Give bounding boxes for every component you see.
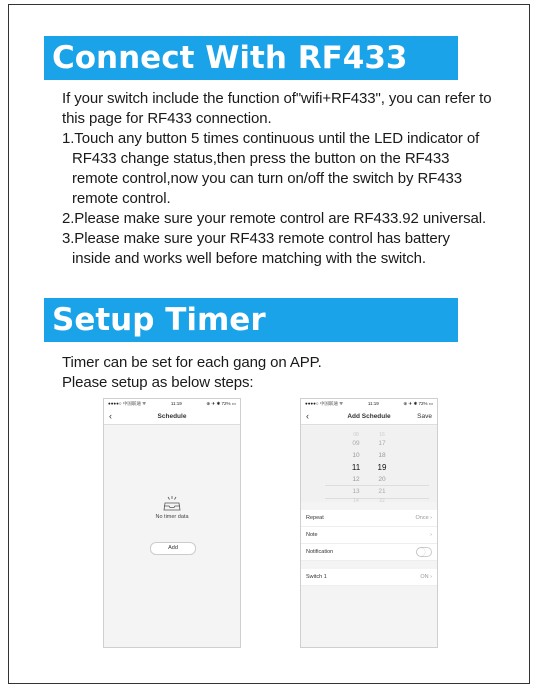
repeat-value: Once › [415, 515, 432, 521]
status-battery: ⊕ ✈ ✱ 72% ▭ [206, 400, 236, 406]
minute-selected: 19 [377, 463, 387, 472]
hour-option: 08 [353, 432, 359, 438]
nav-bar [301, 408, 437, 425]
empty-state [104, 496, 240, 520]
hour-option: 14 [353, 498, 359, 504]
back-chevron-icon[interactable]: ‹ [109, 411, 112, 421]
repeat-label: Repeat [306, 515, 324, 521]
status-time: 11:19 [170, 401, 182, 406]
switch-value: ON › [420, 574, 432, 580]
screen-title: Schedule [157, 412, 187, 420]
status-battery: ⊕ ✈ ✱ 72% ▭ [403, 400, 433, 406]
carrier-signal: ●●●●○ 中国联通 ᯤ [305, 400, 344, 406]
hour-wheel[interactable] [346, 432, 366, 504]
note-row[interactable] [301, 527, 437, 544]
screen-title: Add Schedule [347, 412, 391, 420]
timer-line-2: Please setup as below steps: [62, 374, 254, 391]
timer-line-1: Timer can be set for each gang on APP. [62, 354, 322, 371]
minute-option: 20 [378, 476, 386, 483]
notification-toggle[interactable] [416, 547, 432, 557]
add-schedule-screenshot [300, 398, 438, 648]
rf433-instructions [62, 89, 492, 269]
switch-row[interactable] [301, 569, 437, 586]
schedule-options [301, 510, 437, 561]
empty-inbox-icon [162, 496, 182, 512]
minute-wheel[interactable] [372, 432, 392, 504]
status-bar [104, 399, 240, 408]
no-timer-text: No timer data [155, 514, 189, 520]
minute-option: 21 [378, 488, 386, 495]
carrier-signal: ●●●●○ 中国联通 ᯤ [108, 400, 147, 406]
minute-option: 17 [378, 440, 386, 447]
hour-option: 13 [352, 488, 360, 495]
save-button[interactable]: Save [417, 412, 432, 420]
add-button[interactable]: Add [150, 542, 196, 555]
repeat-row[interactable] [301, 510, 437, 527]
hour-option: 10 [352, 452, 360, 459]
setup-timer-heading: Setup Timer [44, 298, 458, 342]
switch-options [301, 569, 437, 586]
status-time: 11:19 [367, 401, 379, 406]
status-bar [301, 399, 437, 408]
back-chevron-icon[interactable]: ‹ [306, 411, 309, 421]
hour-option: 12 [352, 476, 360, 483]
notification-row [301, 544, 437, 561]
nav-bar [104, 408, 240, 425]
notification-label: Notification [306, 549, 334, 555]
timer-instructions [62, 353, 492, 393]
minute-option: 18 [378, 452, 386, 459]
switch-label: Switch 1 [306, 574, 327, 580]
rf433-step-2: 2.Please make sure your remote control are RF433.92 universal. [62, 210, 487, 227]
schedule-screenshot [103, 398, 241, 648]
connect-rf433-heading: Connect With RF433 [44, 36, 458, 80]
rf433-step-1: 1.Touch any button 5 times continuous until the LED indicator of RF433 change status,then press the button on the RF433 remote control,now you can turn on/off the switch by RF433 remote control. [62, 130, 480, 207]
minute-option: 16 [379, 432, 385, 438]
minute-option: 22 [379, 498, 385, 504]
note-chevron: › [430, 532, 432, 538]
time-picker[interactable] [301, 426, 437, 502]
rf433-intro: If your switch include the function of"wifi+RF433", you can refer to this page for RF433 connection. [62, 90, 492, 127]
hour-option: 09 [352, 440, 360, 447]
rf433-step-3: 3.Please make sure your RF433 remote control has battery inside and works well before matching with the switch. [62, 230, 450, 267]
note-label: Note [306, 532, 318, 538]
hour-selected: 11 [351, 463, 361, 472]
